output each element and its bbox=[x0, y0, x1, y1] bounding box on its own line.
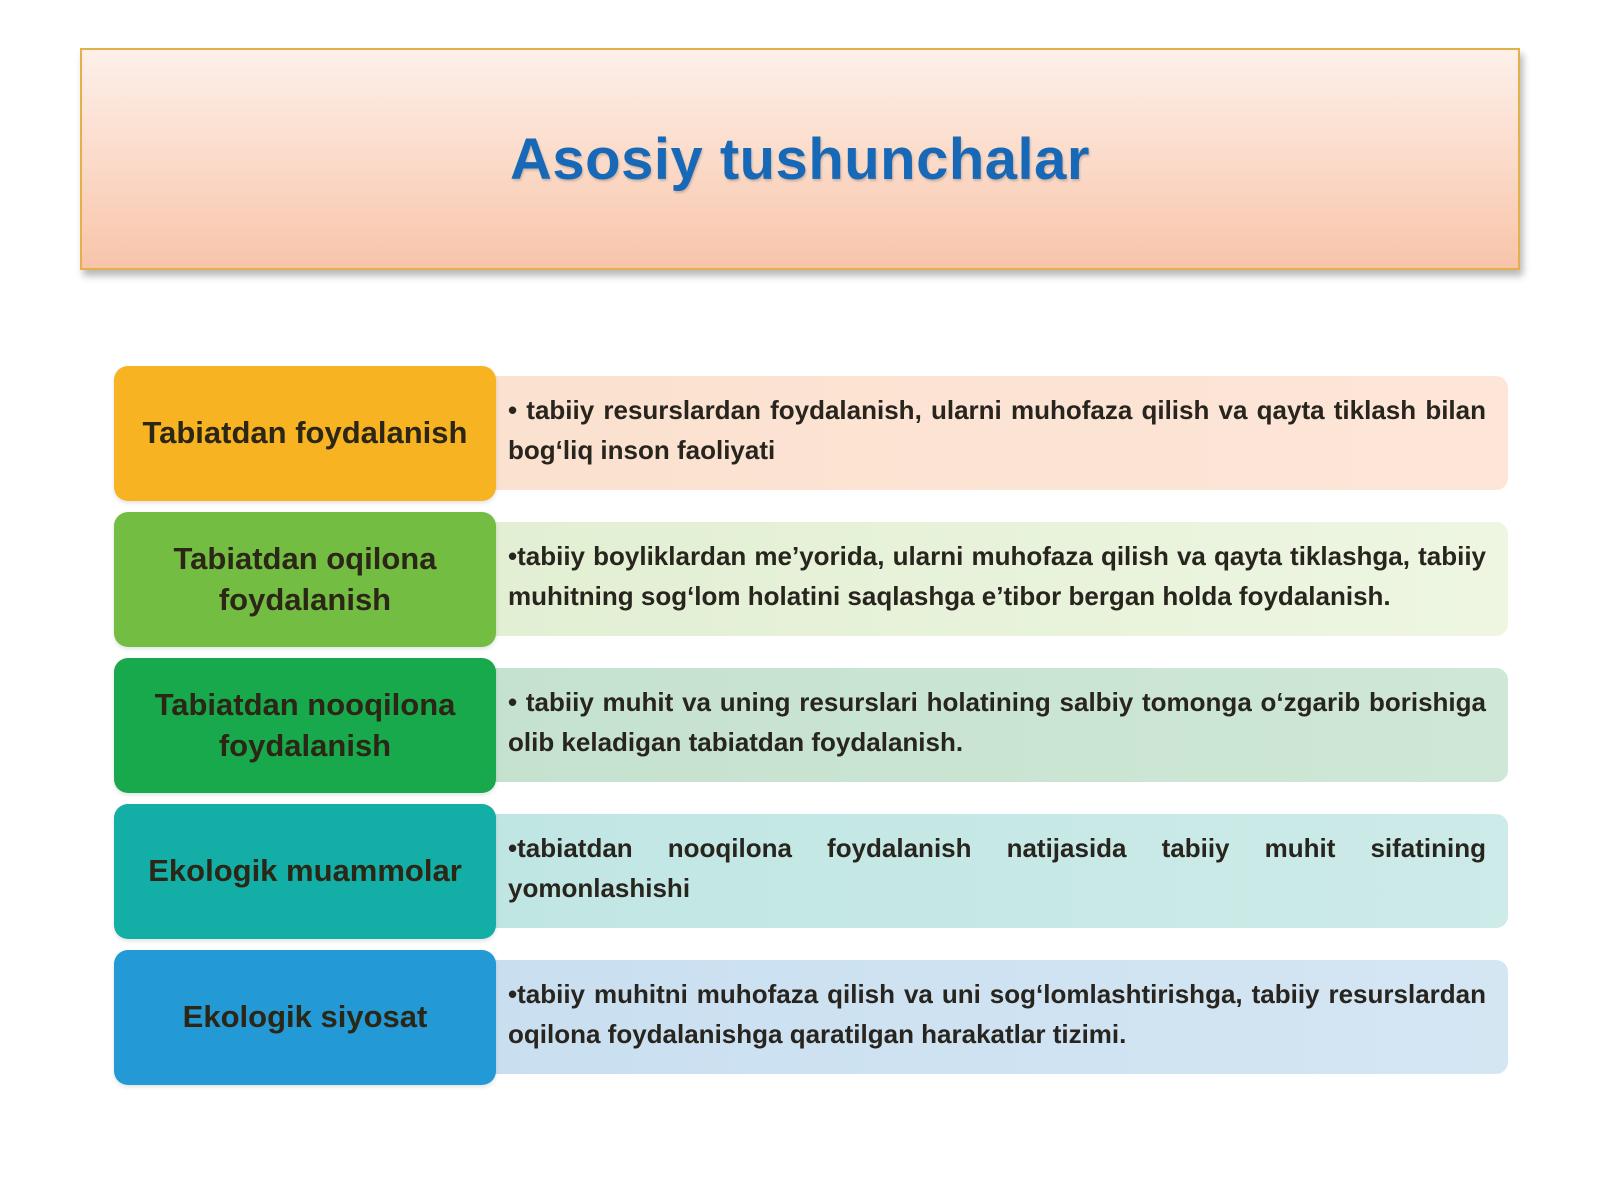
concept-definition: • tabiiy resurslardan foydalanish, ularni muhofaza qilish va qayta tiklash bilan bog‘liq inson faoliyati bbox=[508, 395, 1486, 465]
concept-term-box bbox=[114, 366, 496, 501]
concept-term: Ekologik siyosat bbox=[182, 999, 428, 1035]
concept-definition-box bbox=[492, 522, 1508, 636]
concept-term: Tabiatdan nooqilona foydalanish bbox=[154, 687, 456, 763]
concept-definition: •tabiiy boyliklardan me’yorida, ularni muhofaza qilish va qayta tiklashga, tabiiy muhitning sog‘lom holatini saqlashga e’tibor bergan holda foydalanish. bbox=[508, 541, 1486, 611]
concept-definition-box bbox=[492, 960, 1508, 1074]
concept-definition-box bbox=[492, 814, 1508, 928]
concept-term: Tabiatdan oqilona foydalanish bbox=[173, 541, 437, 617]
concept-term: Ekologik muammolar bbox=[148, 853, 462, 889]
concept-term-box bbox=[114, 804, 496, 939]
concept-row bbox=[114, 950, 1508, 1085]
concept-term-box bbox=[114, 950, 496, 1085]
concept-row bbox=[114, 512, 1508, 647]
concepts-list bbox=[114, 366, 1508, 1096]
concept-term: Tabiatdan foydalanish bbox=[142, 415, 468, 451]
concept-row bbox=[114, 658, 1508, 793]
title-banner bbox=[80, 48, 1520, 270]
concept-definition: • tabiiy muhit va uning resurslari holatining salbiy tomonga o‘zgarib borishiga olib keladigan tabiatdan foydalanish. bbox=[508, 687, 1486, 757]
concept-term-box bbox=[114, 512, 496, 647]
concept-row bbox=[114, 366, 1508, 501]
concept-definition-box bbox=[492, 376, 1508, 490]
concept-definition-box bbox=[492, 668, 1508, 782]
concept-term-box bbox=[114, 658, 496, 793]
concept-definition: •tabiiy muhitni muhofaza qilish va uni sog‘lomlashtirishga, tabiiy resurslardan oqilona foydalanishga qaratilgan harakatlar tizimi. bbox=[508, 979, 1486, 1049]
slide-title: Asosiy tushunchalar bbox=[510, 126, 1090, 192]
concept-definition: •tabiatdan nooqilona foydalanish natijasida tabiiy muhit sifatining yomonlashishi bbox=[508, 833, 1486, 903]
concept-row bbox=[114, 804, 1508, 939]
